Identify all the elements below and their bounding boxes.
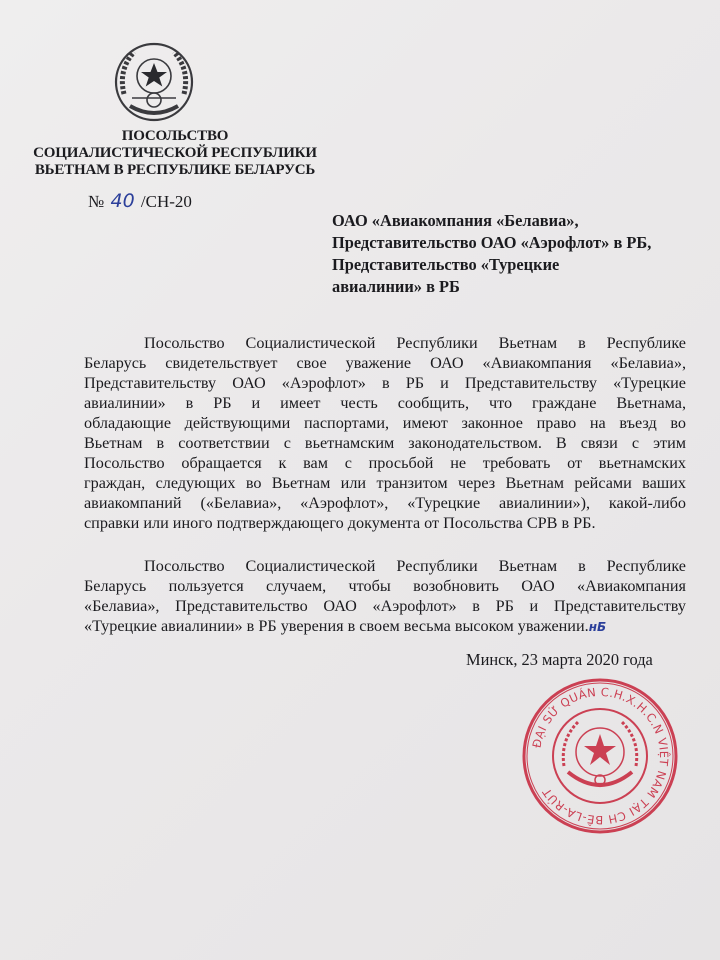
body-line-text: «Турецкие авиалинии» в РБ уверения в своем весьма высоком уважении. [84,617,589,635]
body-line: обладающие действующими паспортами, имеют законное право на въезд во [84,414,686,432]
vietnam-emblem-icon [112,40,196,124]
handwritten-initials: нБ [588,620,607,634]
reference-number [88,190,192,212]
body-line: Посольство Социалистической Республики Вьетнам в Республике [144,557,686,575]
body-line: «Белавиа», Представительство ОАО «Аэрофлот» в РБ и Представительству [84,597,686,615]
body-line: Беларусь пользуется случаем, чтобы возобновить ОАО «Авиакомпания [84,577,686,595]
letter-body [84,333,686,637]
body-line: граждан, следующих во Вьетнам или транзитом через Вьетнам рейсами ваших [84,474,686,492]
sender-line: ПОСОЛЬСТВО [121,128,229,144]
paragraph-2 [84,556,686,637]
recipient-line: Представительство «Турецкие [332,255,560,274]
paragraph-1 [84,333,686,533]
body-line: Посольство обращается к вам с просьбой не требовать от вьетнамских [84,454,686,472]
embassy-seal-stamp [520,676,680,836]
reference-prefix: № [88,192,105,211]
body-line: Беларусь свидетельствует свое уважение ОАО «Авиакомпания «Белавиа», [84,354,686,372]
body-line: Посольство Социалистической Республики Вьетнам в Республике [144,334,686,352]
reference-handwritten-number: 40 [110,190,135,212]
place-and-date: Минск, 23 марта 2020 года [466,650,653,669]
recipient-line: авиалинии» в РБ [332,277,460,296]
svg-text:ĐẠI SỨ QUÁN C.H.X.H.C.N VIỆT N: ĐẠI SỨ QUÁN C.H.X.H.C.N VIỆT NAM TẠI CH BÊ-LA-RÚT [529,684,672,828]
recipient-line: ОАО «Авиакомпания «Белавиа», [332,211,579,230]
body-line: Вьетнам в соответствии с вьетнамским законодательством. В связи с этим [84,434,686,452]
sender-line: ВЬЕТНАМ В РЕСПУБЛИКЕ БЕЛАРУСЬ [34,162,316,178]
body-line: справки или иного подтверждающего документа от Посольства СРВ в РБ. [84,514,596,532]
recipient-line: Представительство ОАО «Аэрофлот» в РБ, [332,233,652,252]
recipient-block [332,210,702,298]
body-line: авиакомпаний («Белавиа», «Аэрофлот», «Турецкие авиалинии»), какой-либо [84,494,686,512]
sender-line: СОЦИАЛИСТИЧЕСКОЙ РЕСПУБЛИКИ [33,145,317,161]
reference-suffix: /СН-20 [140,192,192,211]
body-line [84,616,686,637]
sender-block [30,128,320,179]
body-line: авиалинии» в РБ и имеет честь сообщить, что граждане Вьетнама, [84,394,686,412]
body-line: Представительству ОАО «Аэрофлот» в РБ и Представительству «Турецкие [84,374,686,392]
